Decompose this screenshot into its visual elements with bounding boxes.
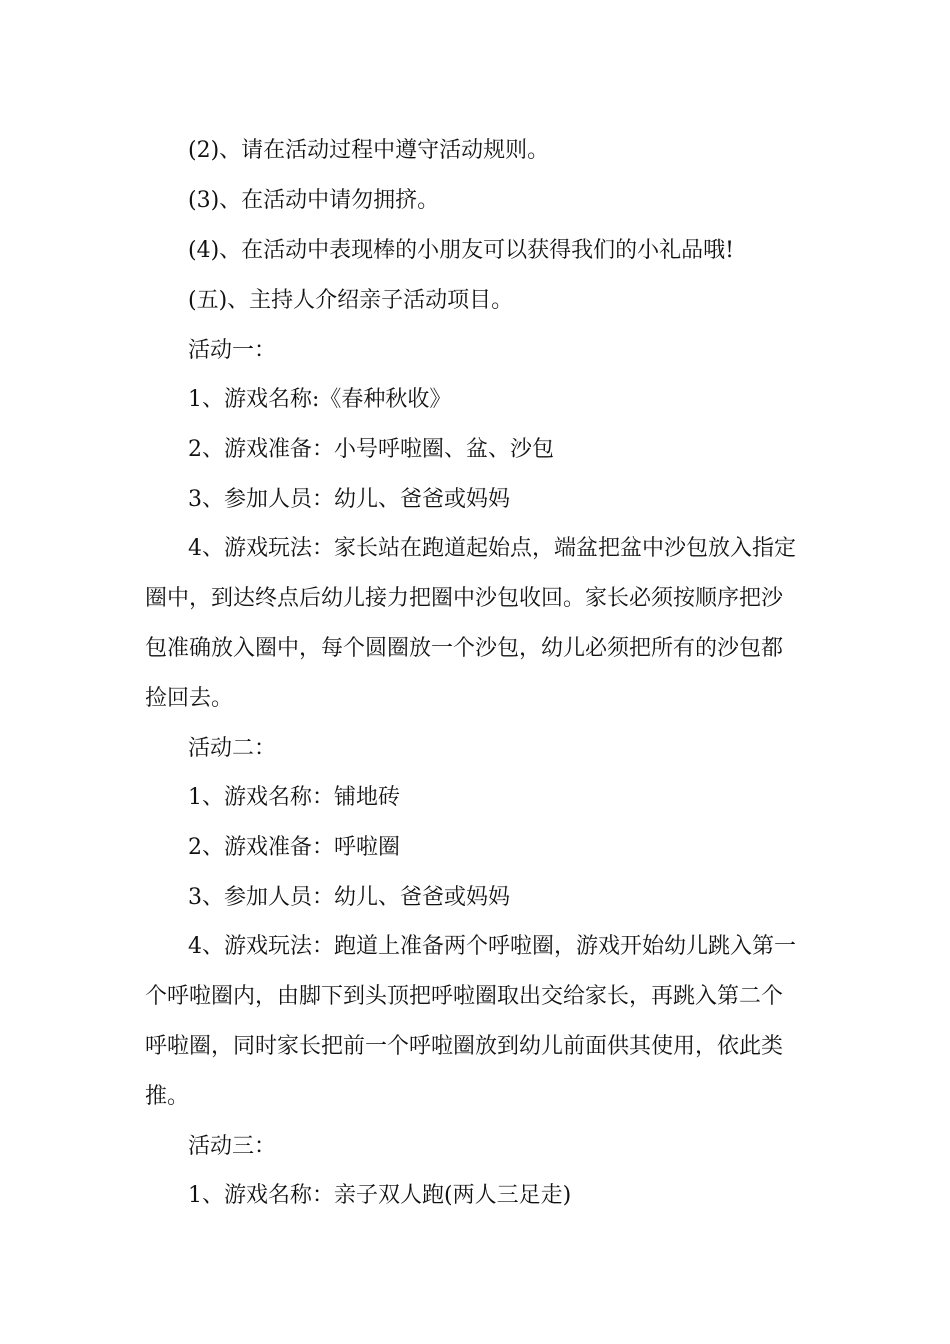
- text-line: 圈中，到达终点后幼儿接力把圈中沙包收回。家长必须按顺序把沙: [145, 586, 784, 611]
- text-line: 4、游戏玩法：跑道上准备两个呼啦圈，游戏开始幼儿跳入第一: [188, 934, 796, 959]
- text-line: 个呼啦圈内，由脚下到头顶把呼啦圈取出交给家长，再跳入第二个: [145, 984, 784, 1009]
- section-heading: 活动二：: [188, 736, 277, 761]
- text-line: (3)、在活动中请勿拥挤。: [188, 188, 440, 213]
- text-line: 1、游戏名称:《春种秋收》: [188, 387, 452, 412]
- text-line: 推。: [145, 1084, 190, 1109]
- text-line: 捡回去。: [145, 686, 234, 711]
- text-line: (2)、请在活动过程中遵守活动规则。: [188, 138, 550, 163]
- text-line: 2、游戏准备：小号呼啦圈、盆、沙包: [188, 437, 554, 462]
- text-line: (五)、主持人介绍亲子活动项目。: [188, 288, 514, 313]
- text-line: 1、游戏名称：亲子双人跑(两人三足走): [188, 1183, 572, 1208]
- text-line: 4、游戏玩法：家长站在跑道起始点，端盆把盆中沙包放入指定: [188, 536, 796, 561]
- text-line: 呼啦圈，同时家长把前一个呼啦圈放到幼儿前面供其使用，依此类: [145, 1034, 784, 1059]
- text-line: 3、参加人员：幼儿、爸爸或妈妈: [188, 885, 510, 910]
- text-line: 3、参加人员：幼儿、爸爸或妈妈: [188, 487, 510, 512]
- section-heading: 活动三：: [188, 1134, 277, 1159]
- section-heading: 活动一：: [188, 338, 277, 363]
- text-line: 1、游戏名称：铺地砖: [188, 785, 400, 810]
- text-line: 包准确放入圈中，每个圆圈放一个沙包，幼儿必须把所有的沙包都: [145, 636, 784, 661]
- text-line: 2、游戏准备：呼啦圈: [188, 835, 400, 860]
- text-line: (4)、在活动中表现棒的小朋友可以获得我们的小礼品哦!: [188, 238, 735, 263]
